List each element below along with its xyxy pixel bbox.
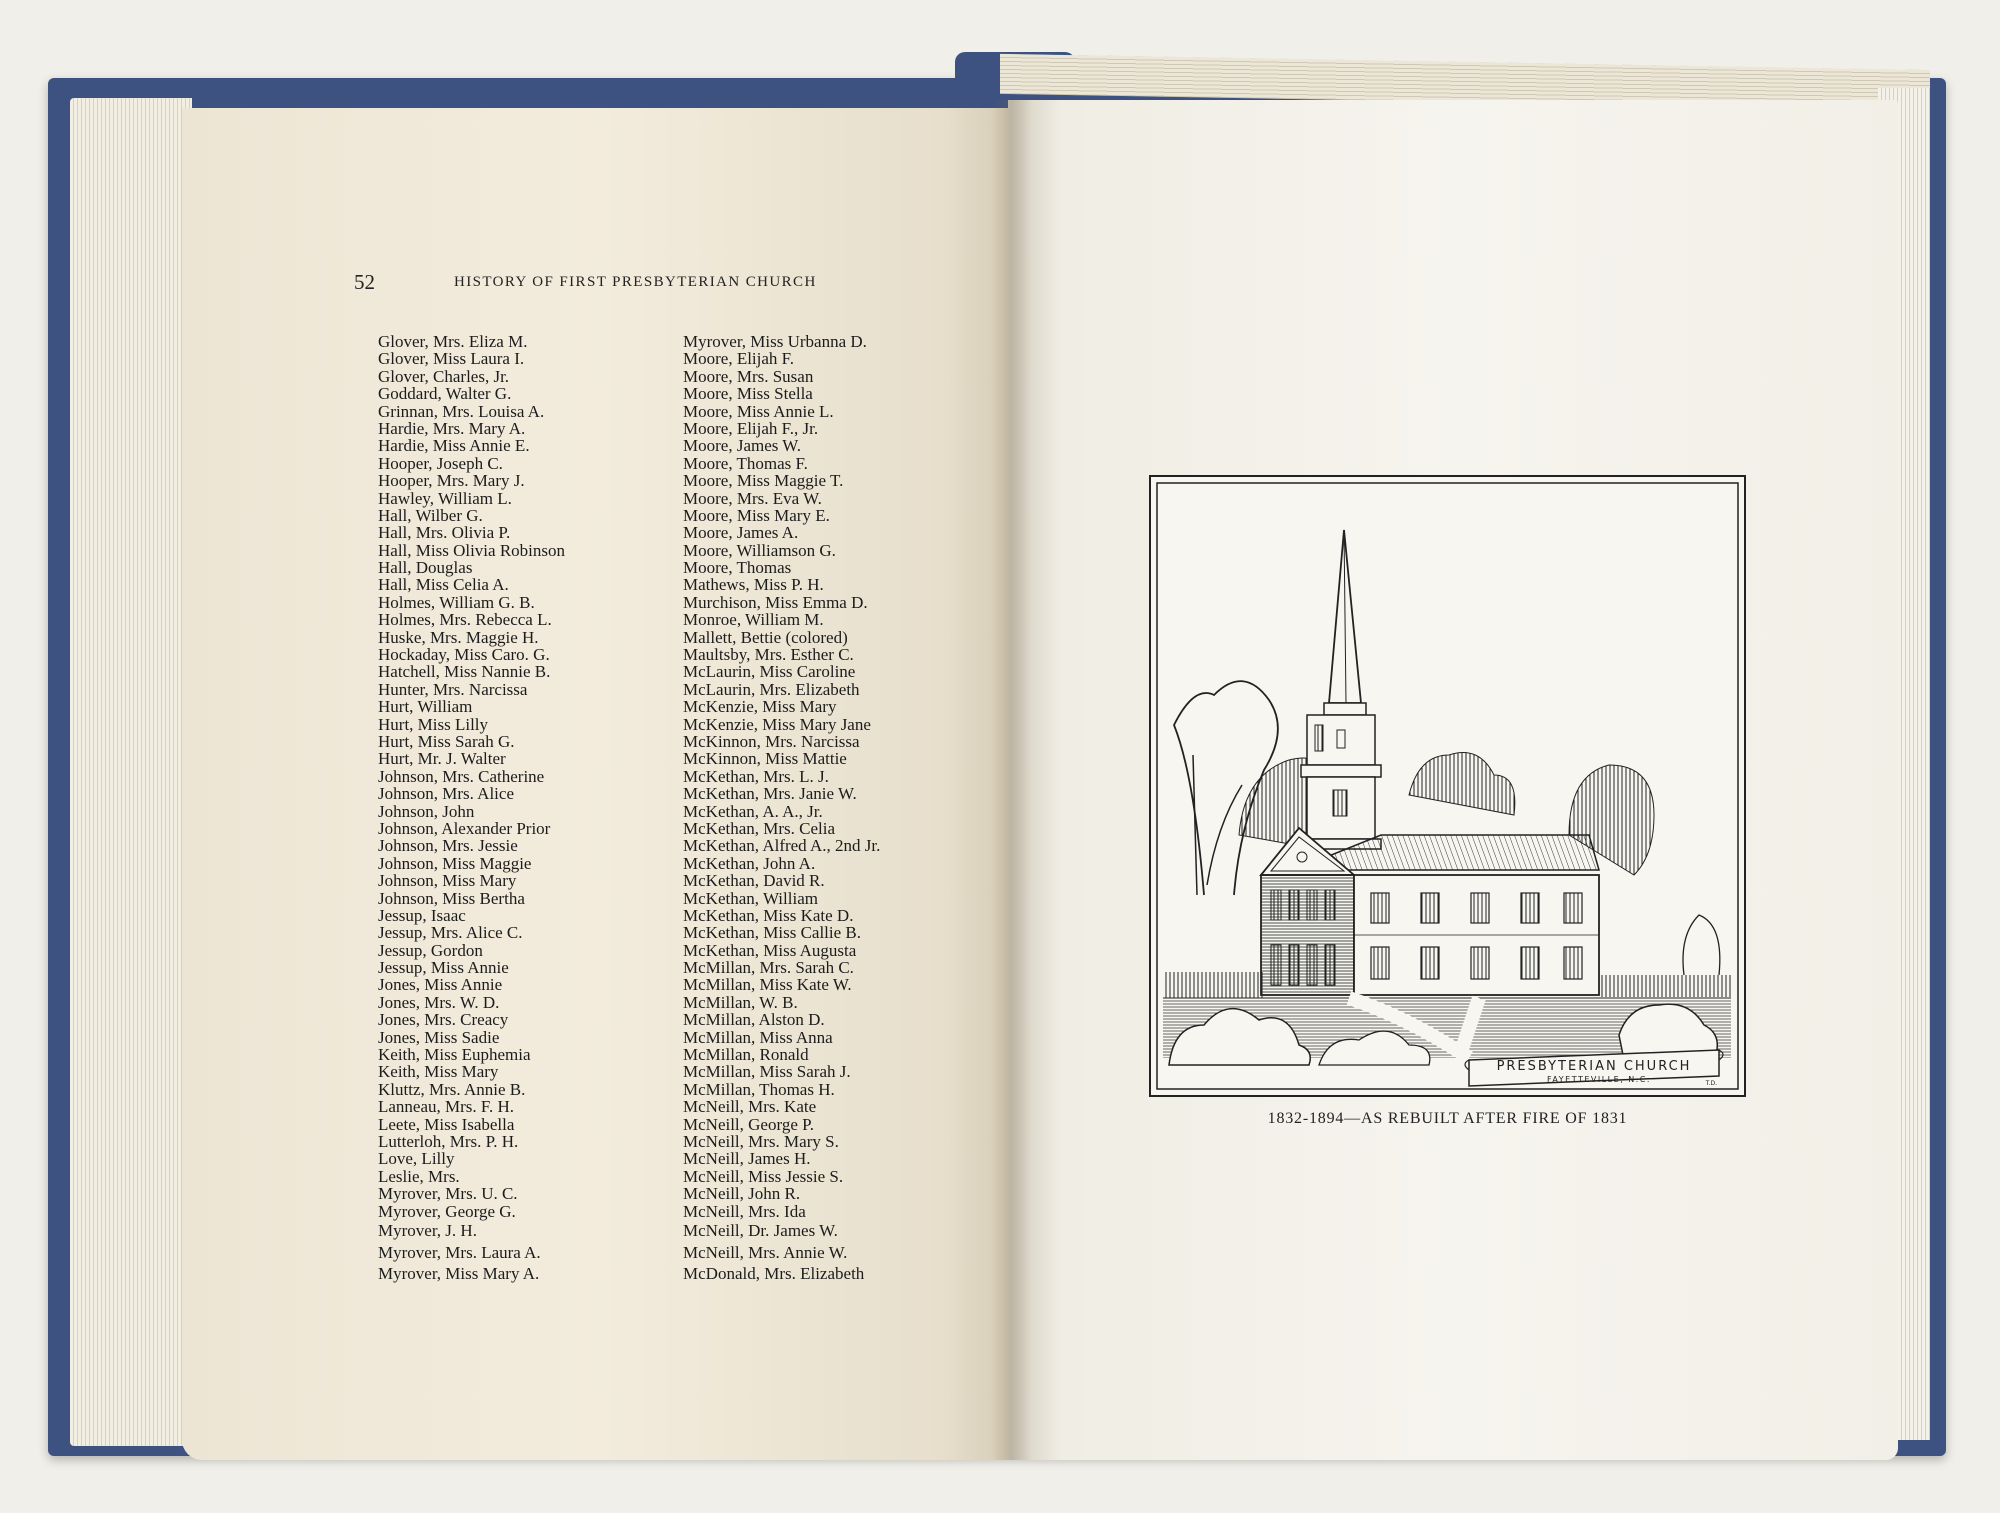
list-item: Glover, Mrs. Eliza M. [378,332,528,351]
list-item: Johnson, Miss Bertha [378,888,525,908]
list-item: McKethan, Mrs. Janie W. [683,784,857,804]
list-item: Johnson, Mrs. Jessie [378,836,518,856]
list-item: Keith, Miss Euphemia [378,1045,531,1065]
list-item: Hooper, Mrs. Mary J. [378,471,525,491]
list-item: Mallett, Bettie (colored) [683,627,848,647]
list-item: McNeill, Mrs. Mary S. [683,1131,839,1151]
list-item: Leete, Miss Isabella [378,1114,515,1134]
list-item: McKethan, A. A., Jr. [683,801,823,821]
list-item: McLaurin, Miss Caroline [683,662,856,682]
list-item: Hurt, William [378,697,473,717]
list-item: McLaurin, Mrs. Elizabeth [683,679,860,699]
member-list-right-column [683,333,1043,1285]
list-item: McMillan, Miss Anna [683,1027,833,1047]
list-item: Moore, Miss Annie L. [683,401,834,421]
list-item: McKethan, Mrs. L. J. [683,766,829,786]
church-sign-title: PRESBYTERIAN CHURCH [1496,1059,1692,1074]
list-item: McMillan, W. B. [683,992,798,1012]
list-item: Myrover, Miss Urbanna D. [683,332,867,351]
list-item: McMillan, Alston D. [683,1010,825,1030]
list-item: Holmes, William G. B. [378,592,535,612]
list-item: Jessup, Isaac [378,905,466,925]
list-item: Murchison, Miss Emma D. [683,592,868,612]
list-item: Hall, Miss Olivia Robinson [378,540,566,560]
list-item: Jessup, Miss Annie [378,958,509,978]
list-item: Hall, Wilber G. [378,505,483,525]
list-item: Hockaday, Miss Caro. G. [378,645,550,665]
running-head [354,270,904,300]
list-item: Johnson, Miss Mary [378,871,517,891]
running-title: HISTORY OF FIRST PRESBYTERIAN CHURCH [454,274,817,290]
list-item: Holmes, Mrs. Rebecca L. [378,610,552,630]
list-item: Hatchell, Miss Nannie B. [378,662,551,682]
list-item: McNeill, Miss Jessie S. [683,1166,844,1186]
list-item: Jones, Miss Annie [378,975,503,995]
list-item: Goddard, Walter G. [378,384,512,404]
list-item: McNeill, Mrs. Ida [683,1201,806,1221]
list-item: Hall, Mrs. Olivia P. [378,523,511,543]
church-sign-location: FAYETTEVILLE, N.C. [1547,1075,1651,1084]
list-item: Hardie, Miss Annie E. [378,436,530,456]
list-item: Monroe, William M. [683,610,824,630]
list-item: Leslie, Mrs. [378,1166,460,1186]
list-item: McKethan, Miss Augusta [683,940,857,960]
list-item: McKenzie, Miss Mary [683,697,837,717]
page-block-left-edge [70,98,192,1446]
list-item: Huske, Mrs. Maggie H. [378,627,539,647]
list-item: Love, Lilly [378,1149,455,1169]
list-item: Maultsby, Mrs. Esther C. [683,645,854,665]
list-item: Johnson, Mrs. Catherine [378,766,545,786]
list-item: McKethan, John A. [683,853,816,873]
list-item: Myrover, Miss Mary A. [378,1264,540,1284]
list-item: Hooper, Joseph C. [378,453,503,473]
list-item: Johnson, Mrs. Alice [378,784,514,804]
list-item: Myrover, Mrs. Laura A. [378,1242,541,1262]
list-item: McKethan, Alfred A., 2nd Jr. [683,836,881,856]
list-item: Grinnan, Mrs. Louisa A. [378,401,545,421]
list-item: McKethan, Miss Callie B. [683,923,862,943]
list-item: Jones, Mrs. W. D. [378,992,500,1012]
list-item: Glover, Charles, Jr. [378,366,510,386]
illustration-caption: 1832-1894—AS REBUILT AFTER FIRE OF 1831 [1267,1110,1628,1127]
list-item: Moore, Elijah F. [683,349,795,369]
list-item: McMillan, Miss Kate W. [683,975,852,995]
list-item: Hardie, Mrs. Mary A. [378,418,526,438]
list-item: Keith, Miss Mary [378,1062,499,1082]
list-item: Myrover, George G. [378,1201,516,1221]
list-item: McKinnon, Mrs. Narcissa [683,731,860,751]
list-item: Hall, Miss Celia A. [378,575,509,595]
list-item: Hawley, William L. [378,488,512,508]
list-item: Jones, Miss Sadie [378,1027,500,1047]
list-item: McMillan, Thomas H. [683,1079,835,1099]
list-item: Moore, Miss Mary E. [683,505,830,525]
list-item: Lanneau, Mrs. F. H. [378,1097,515,1117]
list-item: Moore, Mrs. Eva W. [683,488,822,508]
list-item: Glover, Miss Laura I. [378,349,525,369]
list-item: Moore, James A. [683,523,799,543]
list-item: McNeill, Dr. James W. [683,1220,838,1240]
list-item: Myrover, Mrs. U. C. [378,1184,518,1204]
list-item: Hurt, Mr. J. Walter [378,749,506,769]
list-item: McKenzie, Miss Mary Jane [683,714,871,734]
list-item: McNeill, John R. [683,1184,801,1204]
list-item: Jessup, Mrs. Alice C. [378,923,523,943]
list-item: Moore, Miss Stella [683,384,813,404]
list-item: Lutterloh, Mrs. P. H. [378,1131,519,1151]
list-item: Hurt, Miss Lilly [378,714,489,734]
list-item: McMillan, Miss Sarah J. [683,1062,851,1082]
artist-initials: T.D. [1705,1080,1717,1087]
list-item: Johnson, Miss Maggie [378,853,532,873]
church-illustration [1149,475,1746,1097]
list-item: Jessup, Gordon [378,940,483,960]
list-item: McDonald, Mrs. Elizabeth [683,1264,865,1284]
bleed-through-text [1220,96,1580,116]
list-item: McMillan, Mrs. Sarah C. [683,958,854,978]
list-item: Kluttz, Mrs. Annie B. [378,1079,526,1099]
list-item: McKethan, William [683,888,818,908]
list-item: Moore, Thomas [683,558,792,578]
list-item: Johnson, Alexander Prior [378,818,551,838]
list-item: McNeill, Mrs. Kate [683,1097,817,1117]
list-item: Hurt, Miss Sarah G. [378,731,515,751]
list-item: Moore, James W. [683,436,802,456]
list-item: Moore, Thomas F. [683,453,808,473]
list-item: McNeill, George P. [683,1114,814,1134]
list-item: McKinnon, Miss Mattie [683,749,847,769]
list-item: Moore, Williamson G. [683,540,836,560]
list-item: Johnson, John [378,801,475,821]
list-item: Moore, Mrs. Susan [683,366,814,386]
list-item: McKethan, Mrs. Celia [683,818,836,838]
list-item: McMillan, Ronald [683,1045,809,1065]
list-item: McNeill, Mrs. Annie W. [683,1242,848,1262]
list-item: McKethan, Miss Kate D. [683,905,854,925]
list-item: McNeill, James H. [683,1149,811,1169]
list-item: McKethan, David R. [683,871,825,891]
list-item: Myrover, J. H. [378,1220,477,1240]
list-item: Hunter, Mrs. Narcissa [378,679,528,699]
list-item: Moore, Elijah F., Jr. [683,418,819,438]
list-item: Mathews, Miss P. H. [683,575,824,595]
list-item: Moore, Miss Maggie T. [683,471,844,491]
list-item: Hall, Douglas [378,558,473,578]
page-number: 52 [354,270,375,294]
list-item: Jones, Mrs. Creacy [378,1010,509,1030]
